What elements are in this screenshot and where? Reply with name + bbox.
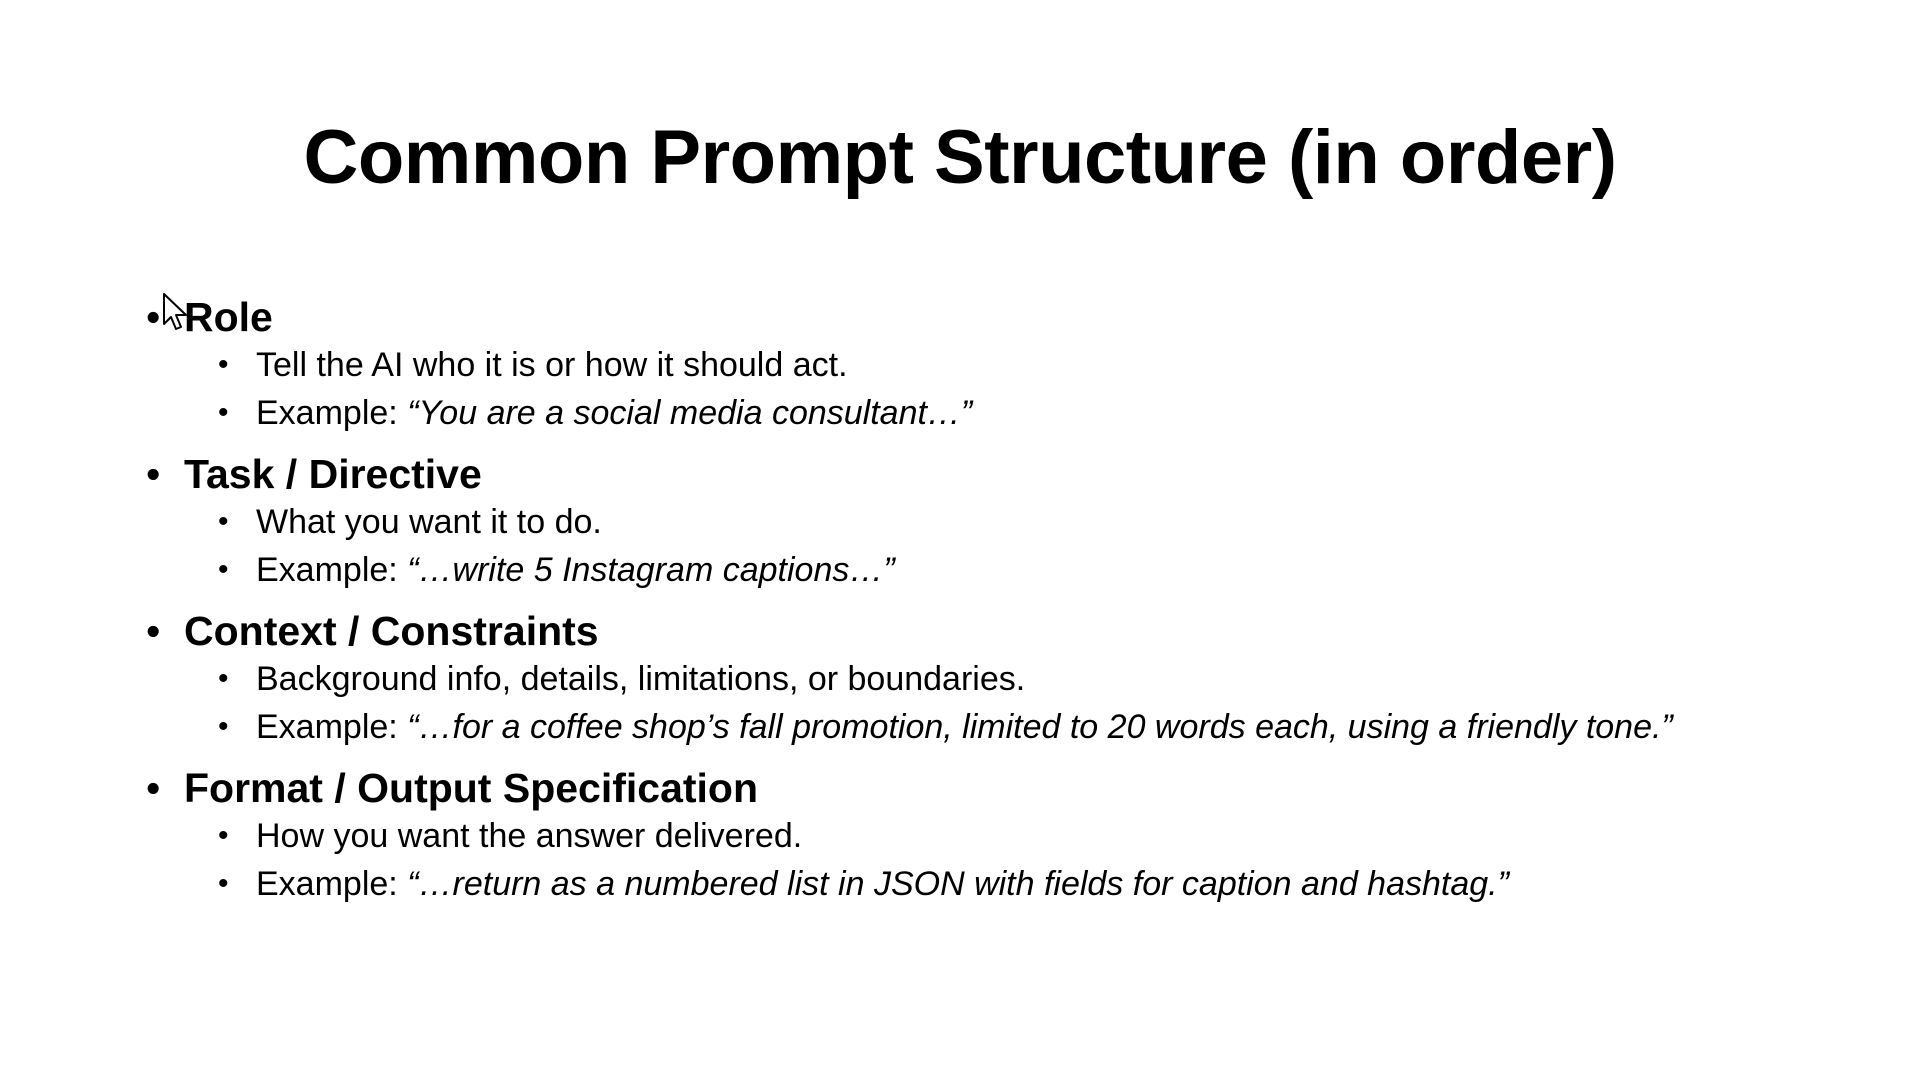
section-heading	[146, 759, 1796, 817]
section-heading	[146, 445, 1796, 503]
mouse-pointer-icon	[162, 292, 188, 332]
sub-list	[146, 817, 1796, 903]
sub-list	[146, 346, 1796, 432]
bullet: •	[146, 765, 161, 811]
section-task-directive	[146, 445, 1796, 589]
example-prefix: Example:	[256, 708, 408, 746]
example-item	[146, 551, 1796, 589]
section-role	[146, 288, 1796, 432]
slide-title: Common Prompt Structure (in order)	[303, 115, 1617, 200]
example-prefix: Example:	[256, 865, 408, 903]
sub-bullet: •	[218, 348, 229, 381]
example-item	[146, 394, 1796, 432]
section-format-output	[146, 759, 1796, 903]
section-heading-text: Role	[184, 294, 273, 340]
sub-list	[146, 660, 1796, 746]
section-heading-text: Format / Output Specification	[184, 765, 759, 811]
example-item	[146, 865, 1796, 903]
example-prefix: Example:	[256, 551, 408, 589]
description-text: How you want the answer delivered.	[256, 817, 803, 855]
example-prefix: Example:	[256, 394, 408, 432]
section-heading-text: Context / Constraints	[184, 608, 599, 654]
section-heading	[146, 602, 1796, 660]
bullet: •	[146, 294, 161, 340]
example-text: “…write 5 Instagram captions…”	[407, 551, 895, 589]
sub-bullet: •	[218, 662, 229, 695]
description-item	[146, 817, 1796, 855]
sub-list	[146, 503, 1796, 589]
sub-bullet: •	[218, 505, 229, 538]
sub-bullet: •	[218, 819, 229, 852]
example-text: “You are a social media consultant…”	[407, 394, 973, 432]
sub-bullet: •	[218, 710, 229, 743]
description-text: Background info, details, limitations, or boundaries.	[256, 660, 1026, 698]
bullet-list	[146, 288, 1796, 903]
description-item	[146, 660, 1796, 698]
example-text: “…for a coffee shop’s fall promotion, limited to 20 words each, using a friendly tone.”	[407, 708, 1673, 746]
sub-bullet: •	[218, 396, 229, 429]
description-text: What you want it to do.	[256, 503, 602, 541]
description-item	[146, 503, 1796, 541]
example-item	[146, 708, 1796, 746]
sub-bullet: •	[218, 553, 229, 586]
description-text: Tell the AI who it is or how it should act.	[256, 346, 848, 384]
sub-bullet: •	[218, 867, 229, 900]
section-context-constraints	[146, 602, 1796, 746]
example-text: “…return as a numbered list in JSON with fields for caption and hashtag.”	[407, 865, 1509, 903]
bullet: •	[146, 608, 161, 654]
section-heading	[146, 288, 1796, 346]
description-item	[146, 346, 1796, 384]
section-heading-text: Task / Directive	[184, 451, 482, 497]
bullet: •	[146, 451, 161, 497]
